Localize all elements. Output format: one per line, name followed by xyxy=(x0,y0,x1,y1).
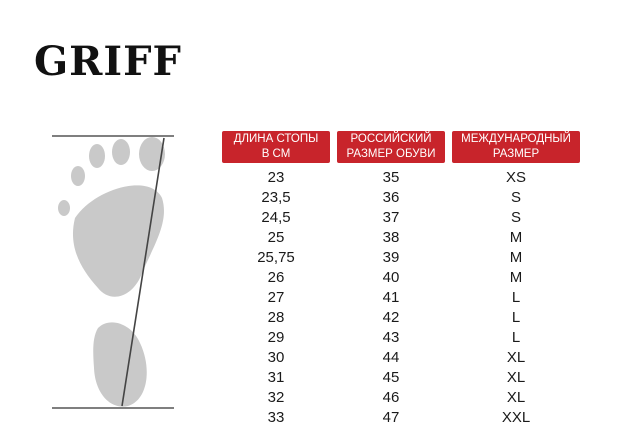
table-row xyxy=(222,188,580,208)
footprint-icon xyxy=(40,128,190,418)
intl-size-cell: M xyxy=(509,229,523,246)
header-intl-size-label: МЕЖДУНАРОДНЫЙ РАЗМЕР xyxy=(461,133,571,160)
intl-size-cell: L xyxy=(511,309,521,326)
intl-size-cell: S xyxy=(510,209,521,226)
foot-length-cell: 26 xyxy=(267,269,285,286)
foot-length-cell: 24,5 xyxy=(261,209,291,226)
foot-length-cell: 27 xyxy=(267,289,285,306)
foot-length-cell: 30 xyxy=(267,349,285,366)
foot-length-cell: 33 xyxy=(267,409,285,426)
ru-size-cell: 47 xyxy=(382,409,400,426)
table-row xyxy=(222,228,580,248)
table-row xyxy=(222,328,580,348)
ru-size-cell: 44 xyxy=(382,349,400,366)
intl-size-cell: M xyxy=(509,269,523,286)
table-row xyxy=(222,368,580,388)
intl-size-cell: XS xyxy=(505,169,526,186)
ru-size-cell: 36 xyxy=(382,189,400,206)
header-foot-length xyxy=(222,131,330,163)
table-row xyxy=(222,388,580,408)
size-table xyxy=(222,168,580,428)
header-ru-size xyxy=(337,131,445,163)
brand-logo: GRIFF xyxy=(34,38,182,85)
foot-length-cell: 31 xyxy=(267,369,285,386)
foot-length-cell: 25,75 xyxy=(257,249,295,266)
intl-size-cell: XL xyxy=(506,389,526,406)
ru-size-cell: 40 xyxy=(382,269,400,286)
intl-size-cell: S xyxy=(510,189,521,206)
table-row xyxy=(222,208,580,228)
table-row xyxy=(222,168,580,188)
ru-size-cell: 43 xyxy=(382,329,400,346)
intl-size-cell: XL xyxy=(506,349,526,366)
foot-length-cell: 25 xyxy=(267,229,285,246)
table-row xyxy=(222,408,580,428)
table-row xyxy=(222,348,580,368)
ru-size-cell: 42 xyxy=(382,309,400,326)
table-row xyxy=(222,288,580,308)
foot-length-cell: 29 xyxy=(267,329,285,346)
intl-size-cell: L xyxy=(511,329,521,346)
intl-size-cell: L xyxy=(511,289,521,306)
ru-size-cell: 46 xyxy=(382,389,400,406)
foot-length-cell: 32 xyxy=(267,389,285,406)
ru-size-cell: 41 xyxy=(382,289,400,306)
foot-length-cell: 23 xyxy=(267,169,285,186)
intl-size-cell: M xyxy=(509,249,523,266)
ru-size-cell: 37 xyxy=(382,209,400,226)
ru-size-cell: 35 xyxy=(382,169,400,186)
header-ru-size-label: РОССИЙСКИЙ РАЗМЕР ОБУВИ xyxy=(346,133,436,160)
intl-size-cell: XXL xyxy=(501,409,531,426)
table-row xyxy=(222,268,580,288)
ru-size-cell: 45 xyxy=(382,369,400,386)
foot-length-cell: 28 xyxy=(267,309,285,326)
intl-size-cell: XL xyxy=(506,369,526,386)
ru-size-cell: 39 xyxy=(382,249,400,266)
header-intl-size xyxy=(452,131,580,163)
table-row xyxy=(222,308,580,328)
foot-length-cell: 23,5 xyxy=(261,189,291,206)
ru-size-cell: 38 xyxy=(382,229,400,246)
table-row xyxy=(222,248,580,268)
header-foot-length-label: ДЛИНА СТОПЫ В СМ xyxy=(233,133,319,160)
